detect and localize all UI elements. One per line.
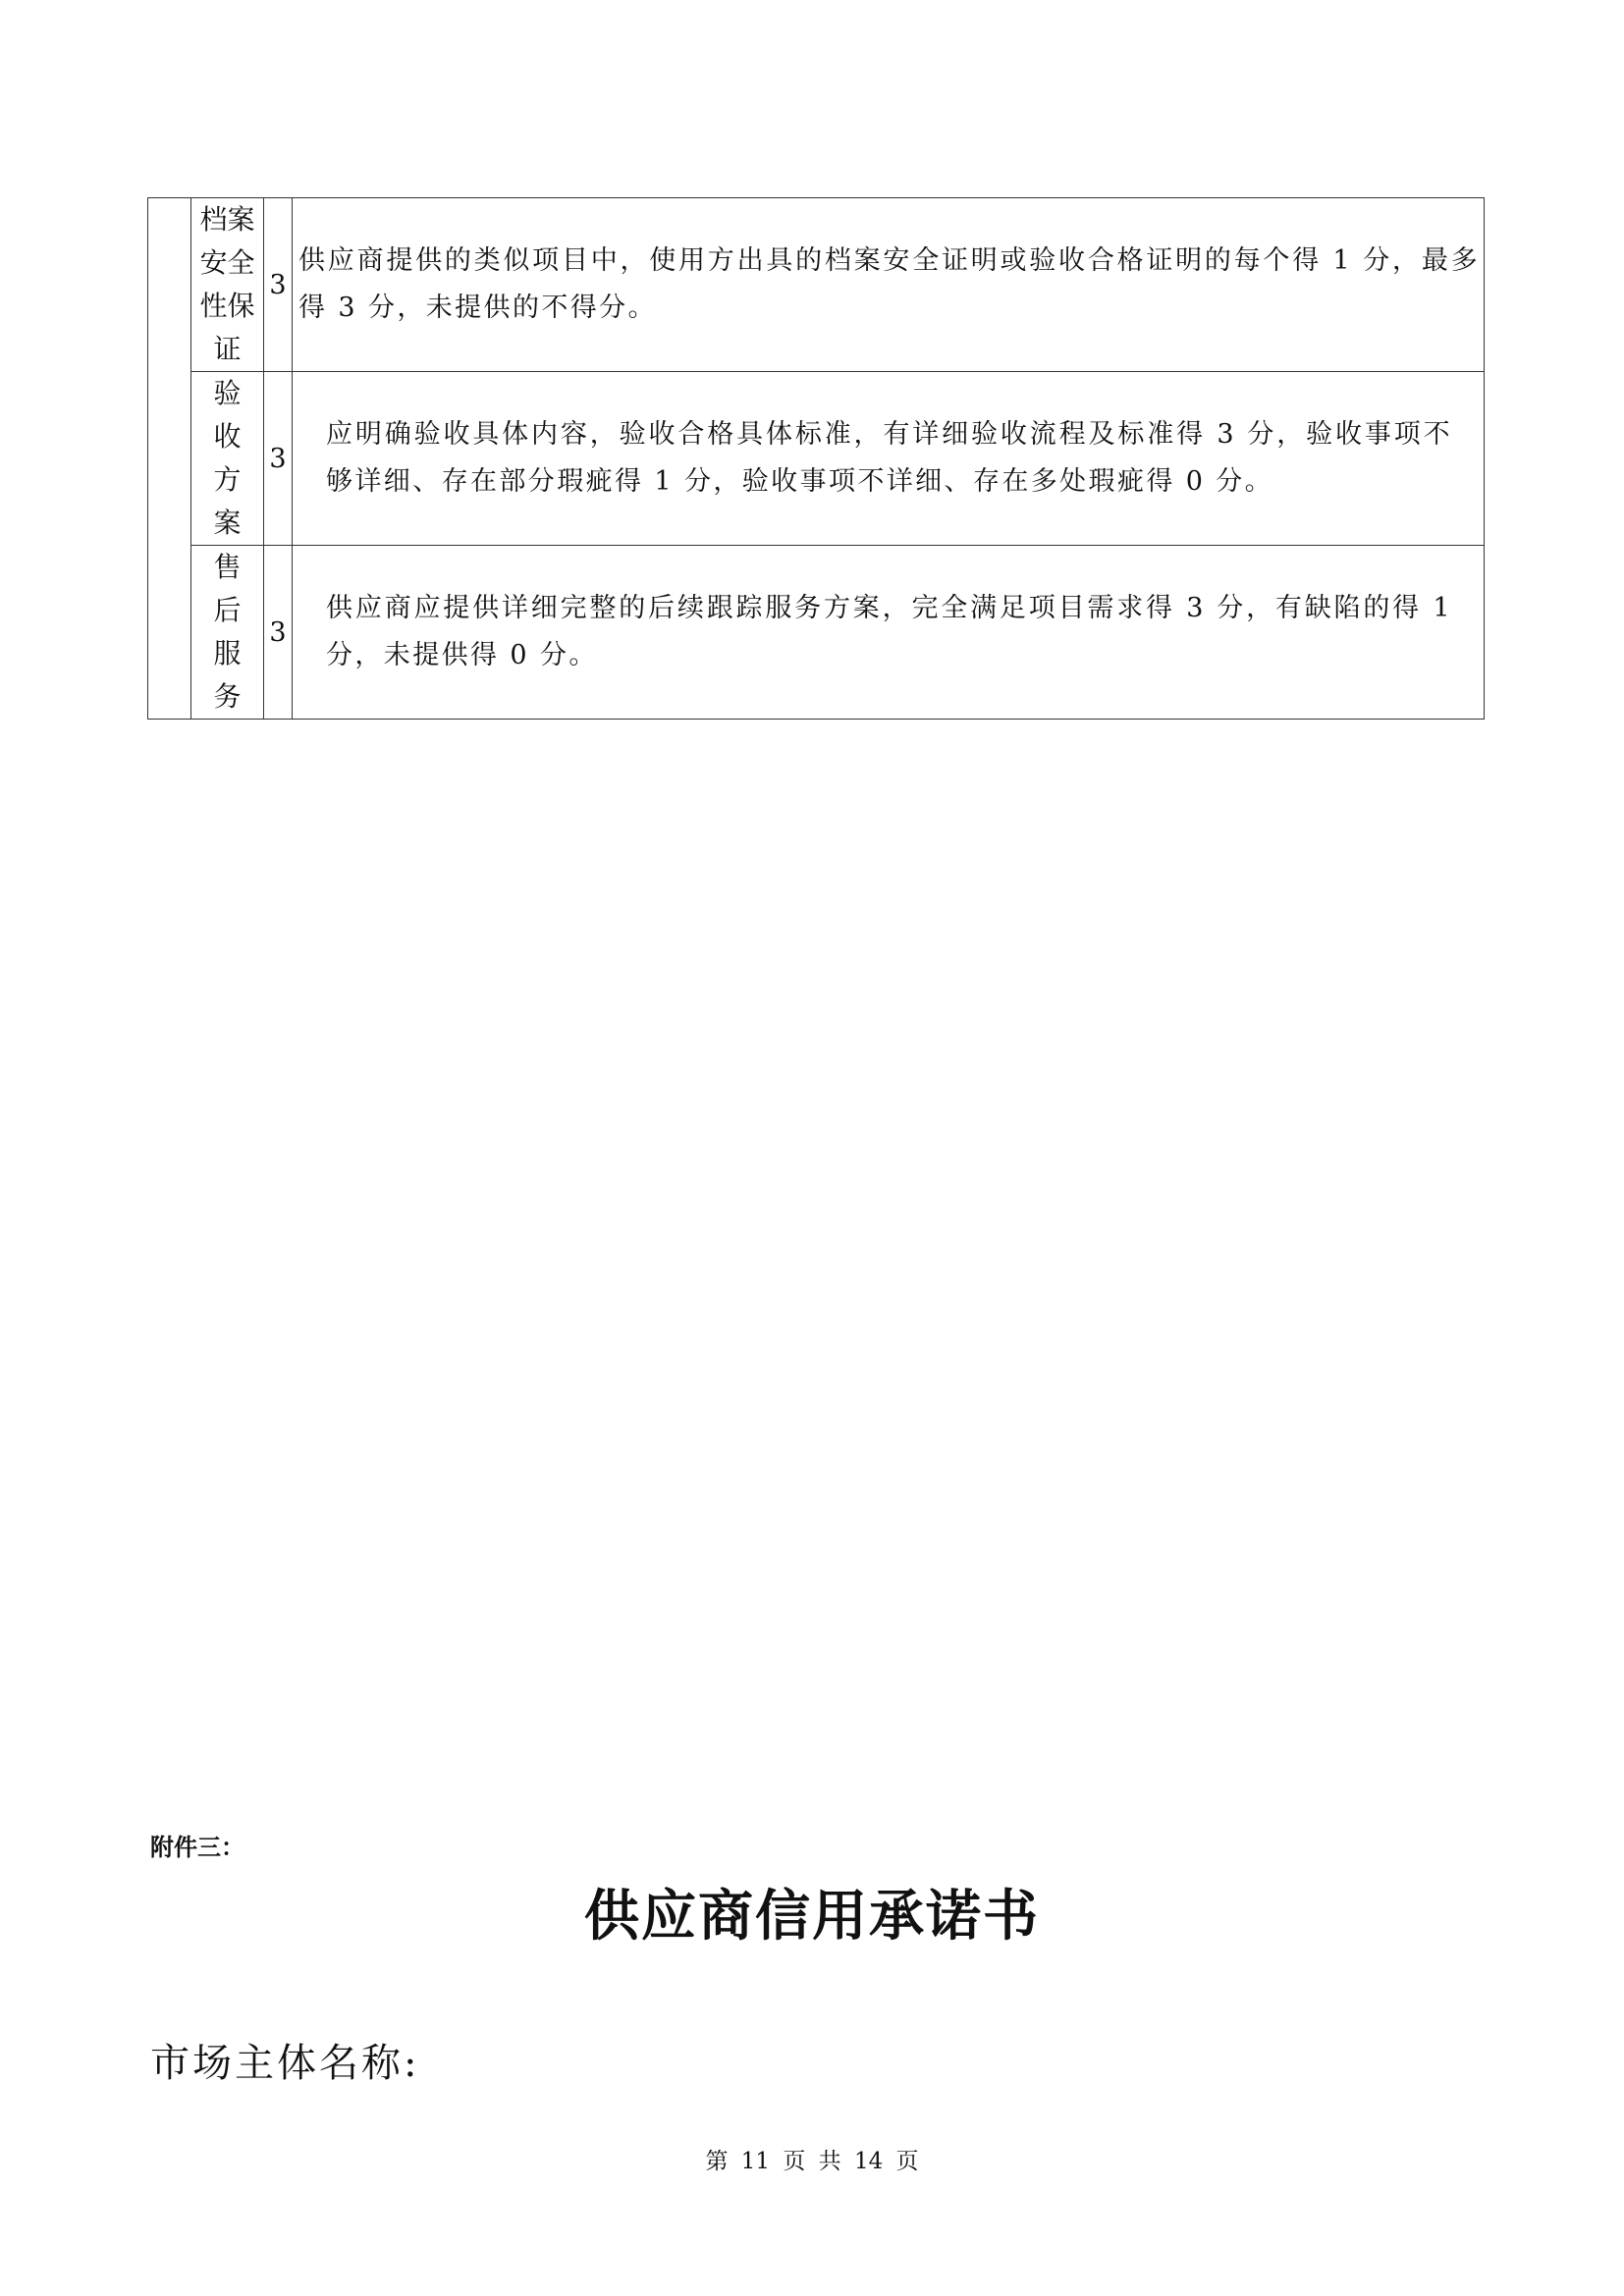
attachment-label: 附件三：	[150, 1834, 244, 1861]
criteria-description: 供应商应提供详细完整的后续跟踪服务方案，完全满足项目需求得 3 分，有缺陷的得 1 分，未提供得 0 分。	[293, 546, 1485, 720]
item-name-cell	[191, 372, 264, 546]
item-name-line: 服	[213, 637, 242, 669]
entity-name-label: 市场主体名称:	[150, 2041, 420, 2086]
item-name-line: 方	[213, 463, 242, 496]
item-name-line: 务	[213, 680, 242, 713]
item-name-line: 档案	[199, 203, 255, 236]
item-name-line: 收	[213, 420, 242, 453]
page-number-footer: 第 11 页 共 14 页	[705, 2149, 919, 2174]
table-row-archive-security	[148, 198, 1485, 372]
score-cell: 3	[264, 198, 293, 372]
item-name-line: 性保	[199, 290, 255, 322]
scoring-criteria-table	[147, 197, 1485, 720]
category-cell-blank	[148, 198, 191, 720]
criteria-description: 应明确验收具体内容，验收合格具体标准，有详细验收流程及标准得 3 分，验收事项不够详细、存在部分瑕疵得 1 分，验收事项不详细、存在多处瑕疵得 0 分。	[293, 372, 1485, 546]
item-name-cell	[191, 198, 264, 372]
item-name-line: 后	[213, 594, 242, 626]
criteria-description: 供应商提供的类似项目中，使用方出具的档案安全证明或验收合格证明的每个得 1 分，最多得 3 分，未提供的不得分。	[293, 198, 1485, 372]
score-cell: 3	[264, 546, 293, 720]
item-name-line: 安全	[199, 246, 255, 279]
item-name-cell	[191, 546, 264, 720]
item-name-line: 证	[213, 333, 242, 365]
score-cell: 3	[264, 372, 293, 546]
table-row-after-sales	[148, 546, 1485, 720]
item-name-line: 案	[213, 507, 242, 539]
table-row-acceptance-plan	[148, 372, 1485, 546]
document-title: 供应商信用承诺书	[584, 1884, 1040, 1949]
item-name-line: 验	[213, 377, 242, 409]
item-name-line: 售	[213, 551, 242, 583]
